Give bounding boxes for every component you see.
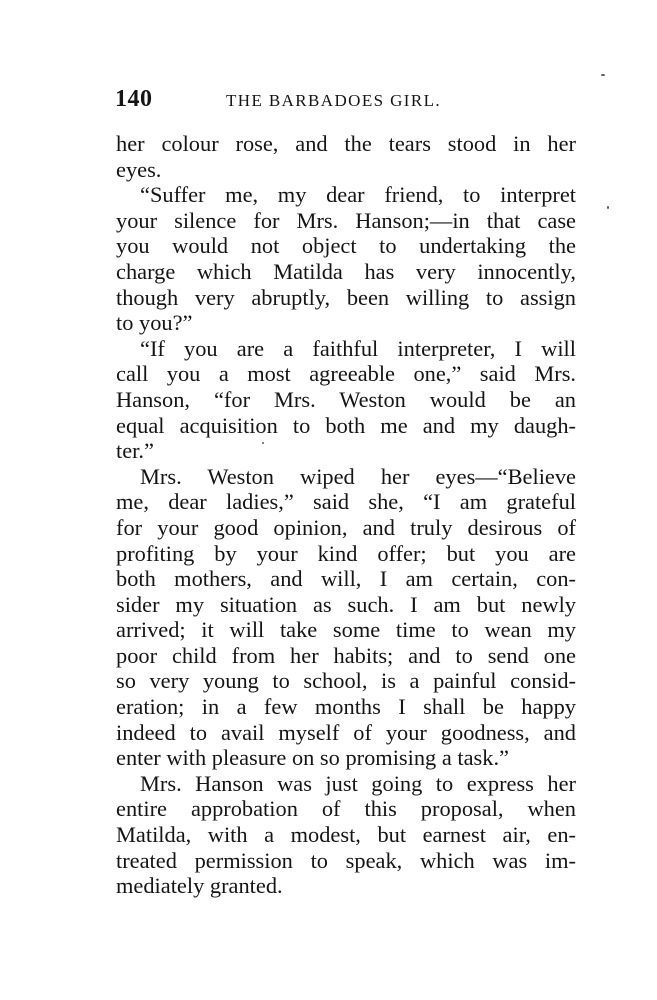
text-line: profiting by your kind offer; but you are (116, 540, 576, 566)
running-head (115, 86, 575, 116)
text-line: so very young to school, is a painful consid- (116, 668, 576, 694)
text-line: enter with pleasure on so promising a task.” (116, 745, 509, 771)
text-line: her colour rose, and the tears stood in her (116, 131, 576, 156)
text-line: indeed to avail myself of your goodness, and (116, 719, 576, 745)
text-line: for your good opinion, and truly desirous of (116, 514, 576, 540)
text-line: Matilda, with a modest, but earnest air, en- (116, 822, 576, 848)
text-line: sider my situation as such. I am but newly (116, 591, 576, 617)
text-line: you would not object to undertaking the (116, 233, 576, 259)
text-line: ter.” (116, 438, 154, 464)
text-line: “Suffer me, my dear friend, to interpret (140, 182, 576, 208)
print-speck (601, 74, 605, 76)
text-line: mediately granted. (116, 873, 283, 899)
text-line: equal acquisition to both me and my daugh- (116, 412, 576, 438)
text-line: eyes. (116, 156, 162, 182)
text-line: Mrs. Hanson was just going to express her (140, 770, 576, 796)
text-line: eration; in a few months I shall be happy (116, 694, 576, 720)
text-line: both mothers, and will, I am certain, con- (116, 566, 576, 592)
print-speck (607, 206, 609, 209)
text-line: poor child from her habits; and to send one (116, 642, 576, 668)
text-line: though very abruptly, been willing to assign (116, 284, 576, 310)
text-line: your silence for Mrs. Hanson;—in that case (116, 207, 576, 233)
text-line: call you a most agreeable one,” said Mrs. (116, 361, 576, 387)
text-line: Hanson, “for Mrs. Weston would be an (116, 386, 576, 412)
text-line: treated permission to speak, which was im- (116, 847, 576, 873)
running-title: THE BARBADOES GIRL. (226, 91, 442, 110)
text-line: me, dear ladies,” said she, “I am grateful (116, 489, 576, 515)
text-line: to you?” (116, 310, 193, 336)
page-number: 140 (115, 86, 153, 112)
text-line: entire approbation of this proposal, when (116, 796, 576, 822)
body-text (116, 131, 576, 899)
text-line: “If you are a faithful interpreter, I will (140, 335, 576, 361)
print-speck (262, 442, 264, 444)
text-line: arrived; it will take some time to wean my (116, 617, 576, 643)
text-line: charge which Matilda has very innocently, (116, 258, 576, 284)
text-line: Mrs. Weston wiped her eyes—“Believe (140, 463, 576, 489)
